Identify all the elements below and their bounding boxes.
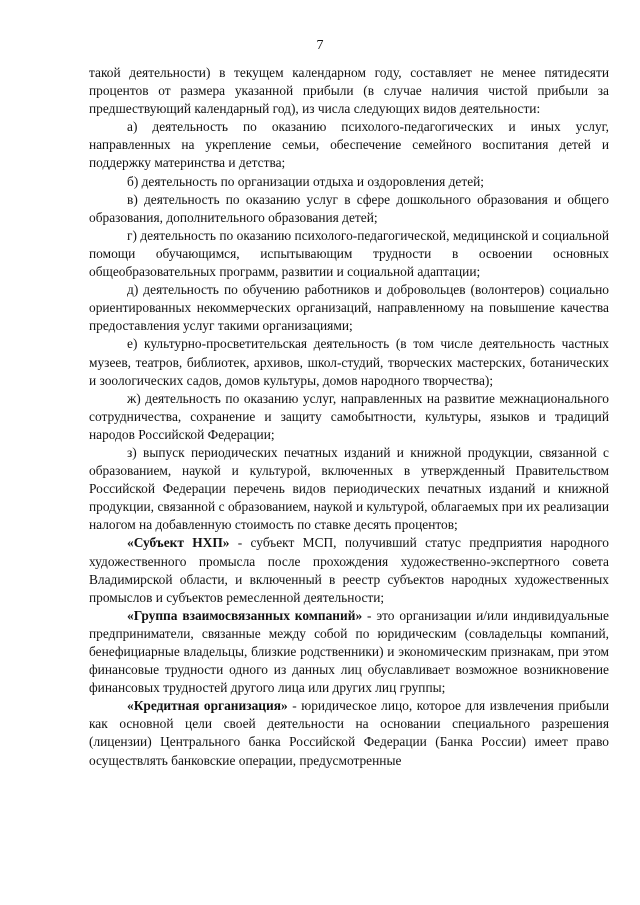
list-item-a: а) деятельность по оказанию психолого-педагогических и иных услуг, направленных на укрепление семьи, обеспечение семейного воспитания детей и поддержку материнства и детства; [89, 119, 609, 171]
definition-text: - это организации и/или индивидуальные предприниматели, связанные между собой по юридическим (совладельцы компаний, бенефициарные владельцы, близкие родственники) и экономическим признакам, при этом финансовые трудности одного из данных лиц обуславливает возможное возникновение финансовых трудностей другого лица или других лиц группы; [89, 607, 609, 696]
defined-term: «Группа взаимосвязанных компаний» [127, 607, 363, 623]
list-item-zh: ж) деятельность по оказанию услуг, направленных на развитие межнационального сотрудничества, сохранение и защиту самобытности, культуры, языков и традиций народов Российской Федерации; [89, 390, 609, 442]
list-item-b: б) деятельность по организации отдыха и оздоровления детей; [127, 173, 485, 189]
paragraph-continuation: такой деятельности) в текущем календарном году, составляет не менее пятидесяти процентов от размера указанной прибыли (в случае наличия чистой прибыли за предшествующий календарный год), из числа следующих видов деятельности: [89, 65, 609, 117]
list-item-d: д) деятельность по обучению работников и добровольцев (волонтеров) социально ориентированных некоммерческих организаций, направленному на повышение качества предоставления услуг такими организациями; [89, 282, 609, 334]
list-item-v: в) деятельность по оказанию услуг в сфере дошкольного образования и общего образования, дополнительного образования детей; [89, 191, 609, 225]
definition-text: - субъект МСП, получивший статус предприятия народного художественного промысла после прохождения художественно-экспертного совета Владимирской области, и включенный в реестр субъектов народных художественных промыслов и субъектов ремесленной деятельности; [89, 535, 610, 605]
list-item-e: е) культурно-просветительская деятельность (в том числе деятельность частных музеев, театров, библиотек, архивов, школ-студий, творческих мастерских, ботанических и зоологических садов, домов культуры, домов народного творчества); [89, 336, 609, 388]
defined-term: «Кредитная организация» [127, 698, 288, 714]
definition-group-companies [89, 607, 609, 697]
defined-term: «Субъект НХП» [127, 535, 230, 551]
document-body [89, 64, 609, 770]
list-item-z: з) выпуск периодических печатных изданий и книжной продукции, связанной с образованием, наукой и культурой, включенных в утвержденный Правительством Российской Федерации перечень видов периодических печатных изданий и книжной продукции, связанной с образованием, наукой и культурой, облагаемых при их реализации налогом на добавленную стоимость по ставке десять процентов; [89, 444, 609, 533]
list-item-g: г) деятельность по оказанию психолого-педагогической, медицинской и социальной помощи обучающимся, испытывающим трудности в освоении основных общеобразовательных программ, развитии и социальной адаптации; [89, 227, 609, 280]
definition-subject-nhp [89, 534, 609, 606]
definition-text: - юридическое лицо, которое для извлечения прибыли как основной цели своей деятельности на основании специального разрешения (лицензии) Центрального банка Российской Федерации (Банка России) имеет право осуществлять банковские операции, предусмотренные [89, 698, 610, 768]
definition-credit-organization [89, 697, 609, 769]
page-number: 7 [316, 38, 324, 53]
